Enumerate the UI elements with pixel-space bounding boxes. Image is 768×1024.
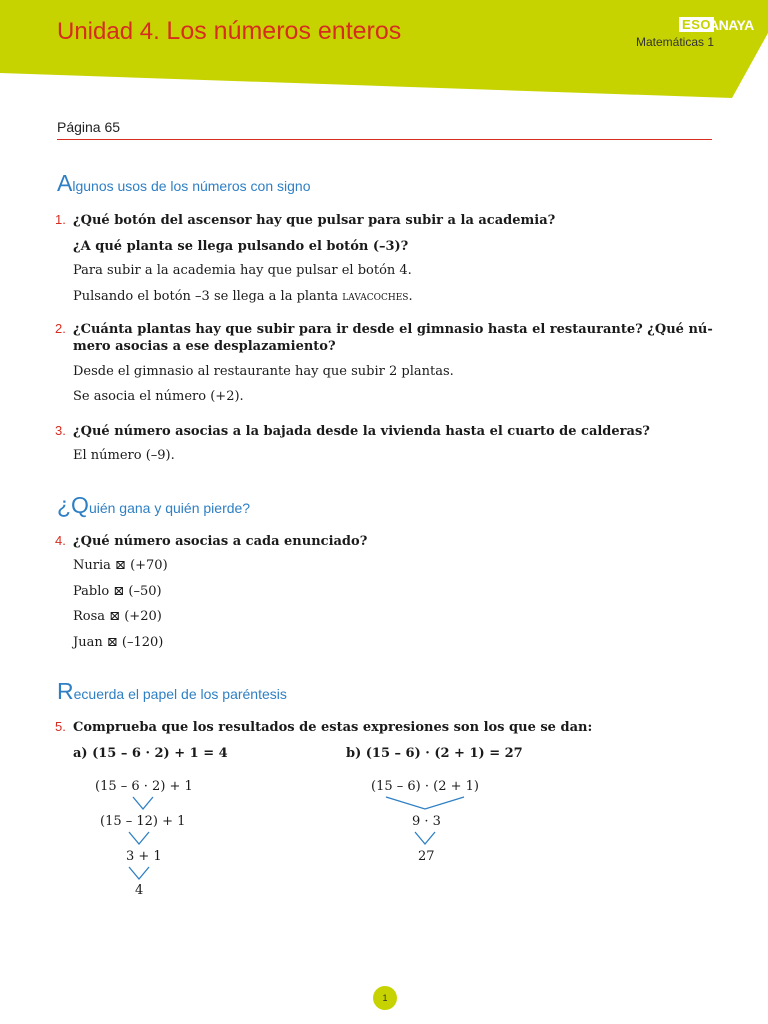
answer-1b: Pulsando el botón –3 se llega a la planta lavacoches. bbox=[73, 289, 413, 304]
page-number: 1 bbox=[373, 986, 397, 1010]
page-label: Página 65 bbox=[57, 119, 121, 135]
answer-4-item: Rosa ⊠ (+20) bbox=[73, 609, 162, 624]
question-number: 3. bbox=[55, 423, 66, 438]
question-1a: ¿Qué botón del ascensor hay que pulsar para subir a la academia? bbox=[73, 213, 556, 228]
question-5: Comprueba que los resultados de estas expresiones son los que se dan: bbox=[73, 720, 593, 735]
step-a4: 4 bbox=[135, 883, 144, 898]
arrow-icon: ⊠ bbox=[106, 635, 118, 650]
subject-label: Matemáticas 1 bbox=[635, 35, 714, 49]
question-3: ¿Qué número asocias a la bajada desde la vivienda hasta el cuarto de calderas? bbox=[73, 424, 650, 439]
question-number: 4. bbox=[55, 533, 66, 548]
chevron-down-icon bbox=[128, 866, 150, 881]
question-number: 1. bbox=[55, 212, 66, 227]
step-a3: 3 + 1 bbox=[126, 849, 162, 864]
question-4: ¿Qué número asocias a cada enunciado? bbox=[73, 534, 368, 549]
chevron-down-icon bbox=[132, 796, 154, 811]
exercise-b-title: b) (15 – 6) · (2 + 1) = 27 bbox=[346, 746, 523, 761]
arrow-icon: ⊠ bbox=[115, 558, 126, 573]
answer-1a: Para subir a la academia hay que pulsar el botón 4. bbox=[73, 263, 412, 278]
answer-4-item: Nuria ⊠ (+70) bbox=[73, 558, 168, 573]
question-2-line2: mero asocias a ese desplazamiento? bbox=[73, 339, 336, 354]
question-2-line1: ¿Cuánta plantas hay que subir para ir desde el gimnasio hasta el restaurante? ¿Qué nú- bbox=[73, 322, 713, 337]
answer-4-item: Juan ⊠ (–120) bbox=[73, 635, 164, 650]
arrow-icon: ⊠ bbox=[113, 584, 125, 599]
section-heading-parentesis: Recuerda el papel de los paréntesis bbox=[57, 678, 287, 704]
brand-block bbox=[635, 16, 754, 49]
chevron-down-icon bbox=[385, 796, 465, 811]
step-a1: (15 – 6 · 2) + 1 bbox=[95, 779, 193, 794]
question-number: 5. bbox=[55, 719, 66, 734]
section-heading-quien-gana: ¿Quién gana y quién pierde? bbox=[57, 492, 251, 518]
chevron-down-icon bbox=[128, 831, 150, 846]
anaya-eso-logo: ANAYA ESO bbox=[676, 17, 714, 32]
header-divider bbox=[57, 139, 712, 140]
answer-2b: Se asocia el número (+2). bbox=[73, 389, 244, 404]
arrow-icon: ⊠ bbox=[109, 609, 121, 624]
answer-4-item: Pablo ⊠ (–50) bbox=[73, 584, 162, 599]
answer-2a: Desde el gimnasio al restaurante hay que subir 2 plantas. bbox=[73, 364, 454, 379]
step-a2: (15 – 12) + 1 bbox=[100, 814, 186, 829]
step-b2: 9 · 3 bbox=[412, 814, 441, 829]
step-b3: 27 bbox=[418, 849, 435, 864]
section-heading-usos: Algunos usos de los números con signo bbox=[57, 170, 311, 196]
question-1b: ¿A qué planta se llega pulsando el botón (–3)? bbox=[73, 239, 409, 254]
exercise-a-title: a) (15 – 6 · 2) + 1 = 4 bbox=[73, 746, 228, 761]
step-b1: (15 – 6) · (2 + 1) bbox=[371, 779, 479, 794]
answer-3: El número (–9). bbox=[73, 448, 175, 463]
chevron-down-icon bbox=[414, 831, 436, 846]
question-number: 2. bbox=[55, 321, 66, 336]
unit-title: Unidad 4. Los números enteros bbox=[57, 17, 402, 45]
